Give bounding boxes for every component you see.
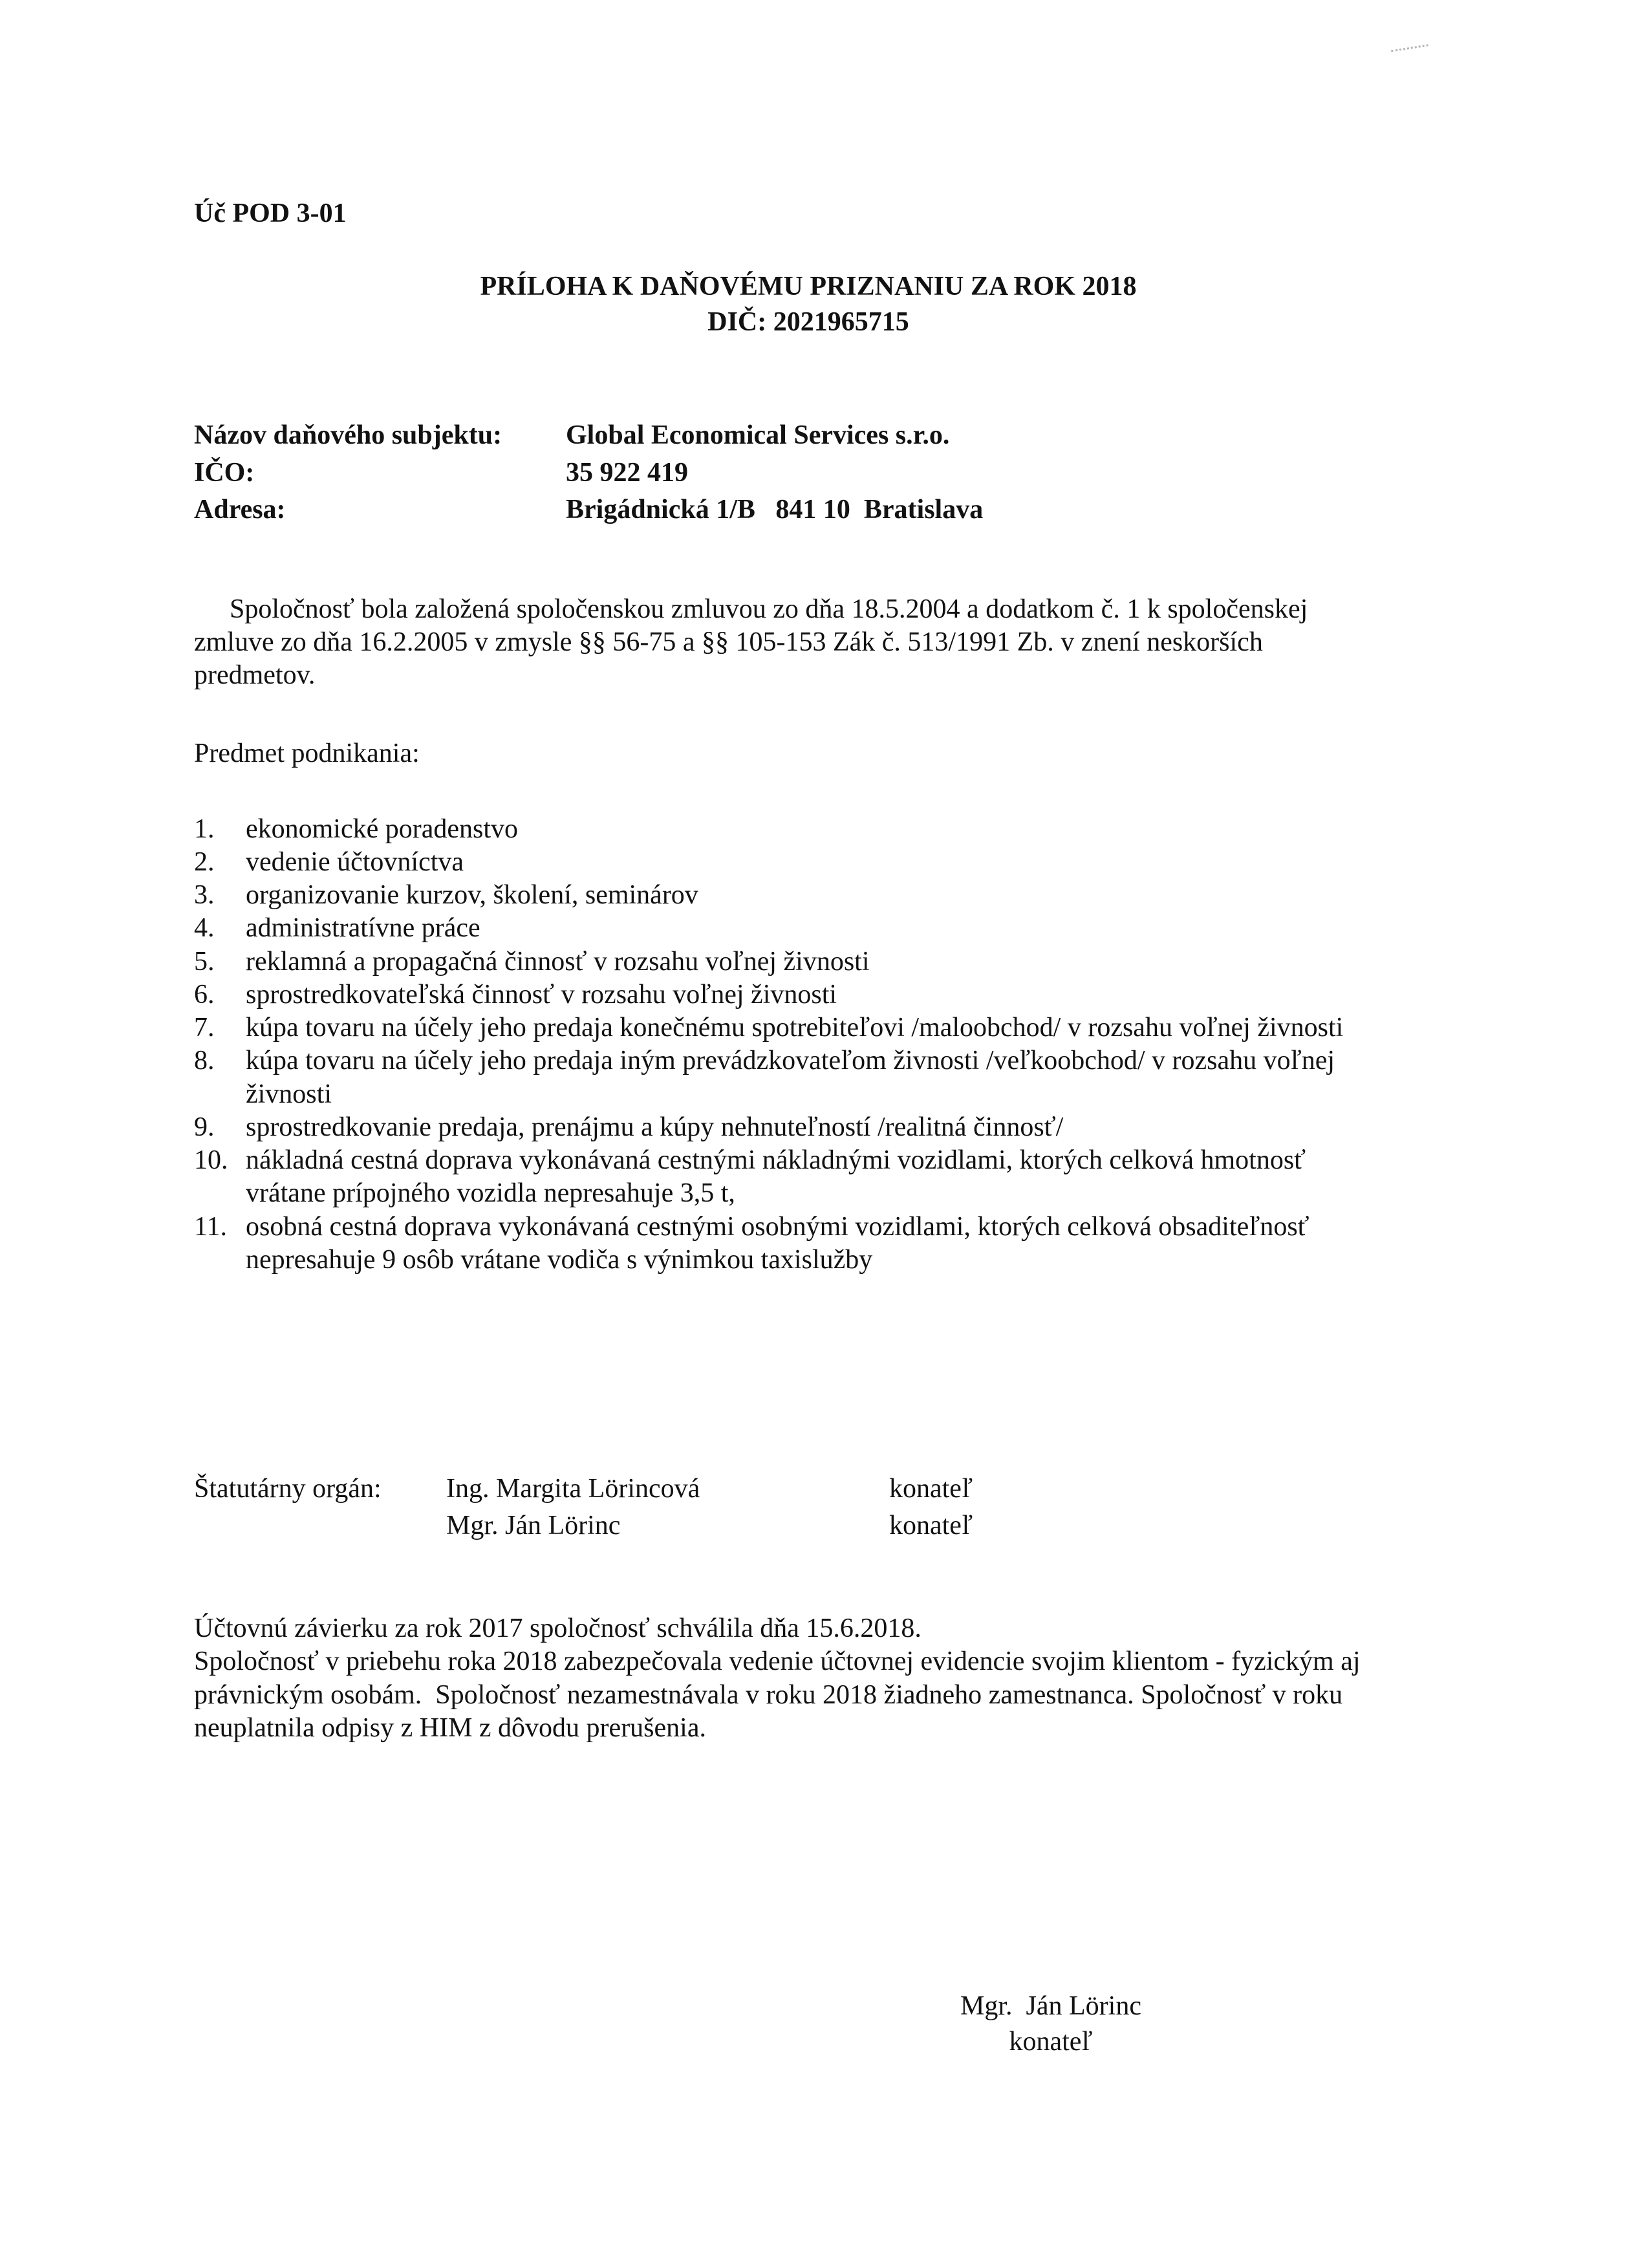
- list-item-number: 9.: [194, 1112, 215, 1142]
- list-item: [194, 1011, 1390, 1044]
- closing-block: [194, 1612, 1410, 1745]
- list-item-number: 3.: [194, 880, 215, 911]
- statutory-member-role: konateľ: [889, 1473, 973, 1504]
- list-item-text: organizovanie kurzov, školení, seminárov: [246, 880, 698, 911]
- list-item-text: vedenie účtovníctva: [246, 847, 464, 877]
- list-item-number: 4.: [194, 913, 215, 944]
- subject-row-address: [194, 491, 1423, 528]
- signature-block: [883, 1989, 1219, 2059]
- signature-role: konateľ: [1009, 2026, 1093, 2057]
- document-title: PRÍLOHA K DAŇOVÉMU PRIZNANIU ZA ROK 2018: [480, 272, 1137, 302]
- list-item-text: ekonomické poradenstvo: [246, 814, 519, 844]
- list-item: [194, 879, 1390, 912]
- list-item-number: 7.: [194, 1013, 215, 1043]
- list-item-text: kúpa tovaru na účely jeho predaja konečnému spotrebiteľovi /maloobchod/ v rozsahu voľnej živnosti: [246, 1013, 1344, 1043]
- list-item-text: nákladná cestná doprava vykonávaná cestnými nákladnými vozidlami, ktorých celková hmotnosť vrátane prípojného vozidla nepresahuje 3,5 t,: [246, 1145, 1313, 1209]
- list-item: [194, 813, 1390, 846]
- subject-ico-value: 35 922 419: [566, 457, 688, 488]
- list-item: [194, 945, 1390, 978]
- approval-line: Účtovnú závierku za rok 2017 spoločnosť schválila dňa 15.6.2018.: [194, 1614, 921, 1644]
- subject-name-value: Global Economical Services s.r.o.: [566, 420, 950, 451]
- list-item-number: 1.: [194, 814, 215, 844]
- subject-row-name: [194, 417, 1423, 454]
- list-item: [194, 978, 1390, 1011]
- list-item-number: 8.: [194, 1046, 215, 1076]
- signature-name: Mgr. Ján Lörinc: [960, 1991, 1141, 2021]
- list-item-text: kúpa tovaru na účely jeho predaja iným prevádzkovateľom živnosti /veľkoobchod/ v rozsahu voľnej živnosti: [246, 1046, 1342, 1109]
- statutory-label-spacer: [194, 1507, 446, 1544]
- list-item-number: 5.: [194, 946, 215, 977]
- list-item-number: 10.: [194, 1145, 228, 1176]
- statutory-row: [194, 1471, 1423, 1507]
- list-item-text: osobná cestná doprava vykonávaná cestnými osobnými vozidlami, ktorých celková obsaditeľnosť nepresahuje 9 osôb vrátane vodiča s výnimkou taxislužby: [246, 1211, 1317, 1275]
- subject-block: [194, 417, 1423, 528]
- list-item-number: 6.: [194, 979, 215, 1010]
- list-item-text: sprostredkovanie predaja, prenájmu a kúpy nehnuteľností /realitná činnosť/: [246, 1112, 1064, 1142]
- predmet-heading: Predmet podnikania:: [194, 739, 420, 769]
- statutory-member-name: Mgr. Ján Lörinc: [446, 1511, 621, 1541]
- statutory-block: [194, 1471, 1423, 1544]
- list-item-text: reklamná a propagačná činnosť v rozsahu voľnej živnosti: [246, 946, 870, 977]
- list-item: [194, 1144, 1390, 1210]
- list-item: [194, 1211, 1390, 1277]
- closing-paragraph: Spoločnosť v priebehu roka 2018 zabezpečovala vedenie účtovnej evidencie svojim klientom - fyzickým aj právnickým osobám. Spoločnosť nezamestnávala v roku 2018 žiadneho zamestnanca. Spoločnosť v roku neuplatnila odpisy z HIM z dôvodu prerušenia.: [194, 1647, 1368, 1743]
- list-item: [194, 1044, 1390, 1110]
- subject-address-label: Adresa:: [194, 494, 286, 524]
- subject-row-ico: [194, 455, 1423, 491]
- statutory-member-role: konateľ: [889, 1511, 973, 1541]
- subject-ico-label: IČO:: [194, 457, 255, 488]
- subject-name-label: Názov daňového subjektu:: [194, 420, 502, 451]
- statutory-member-name: Ing. Margita Lörincová: [446, 1473, 700, 1504]
- subject-address-value: Brigádnická 1/B 841 10 Bratislava: [566, 494, 984, 524]
- list-item-number: 2.: [194, 847, 215, 877]
- list-item-text: sprostredkovateľská činnosť v rozsahu voľnej živnosti: [246, 979, 837, 1010]
- intro-paragraph: Spoločnosť bola založená spoločenskou zmluvou zo dňa 18.5.2004 a dodatkom č. 1 k spoločenskej zmluve zo dňa 16.2.2005 v zmysle §§ 56-75 a §§ 105-153 Zák č. 513/1991 Zb. v znení neskorších predmetov.: [194, 594, 1315, 691]
- list-item-text: administratívne práce: [246, 913, 480, 944]
- form-code: Úč POD 3-01: [194, 199, 347, 228]
- title-block: [194, 269, 1423, 340]
- document-dic: DIČ: 2021965715: [707, 307, 909, 337]
- list-item: [194, 912, 1390, 945]
- predmet-list: [194, 813, 1390, 1277]
- statutory-row: [194, 1507, 1423, 1544]
- list-item-number: 11.: [194, 1211, 227, 1242]
- list-item: [194, 846, 1390, 879]
- list-item: [194, 1111, 1390, 1144]
- statutory-label: Štatutárny orgán:: [194, 1473, 382, 1504]
